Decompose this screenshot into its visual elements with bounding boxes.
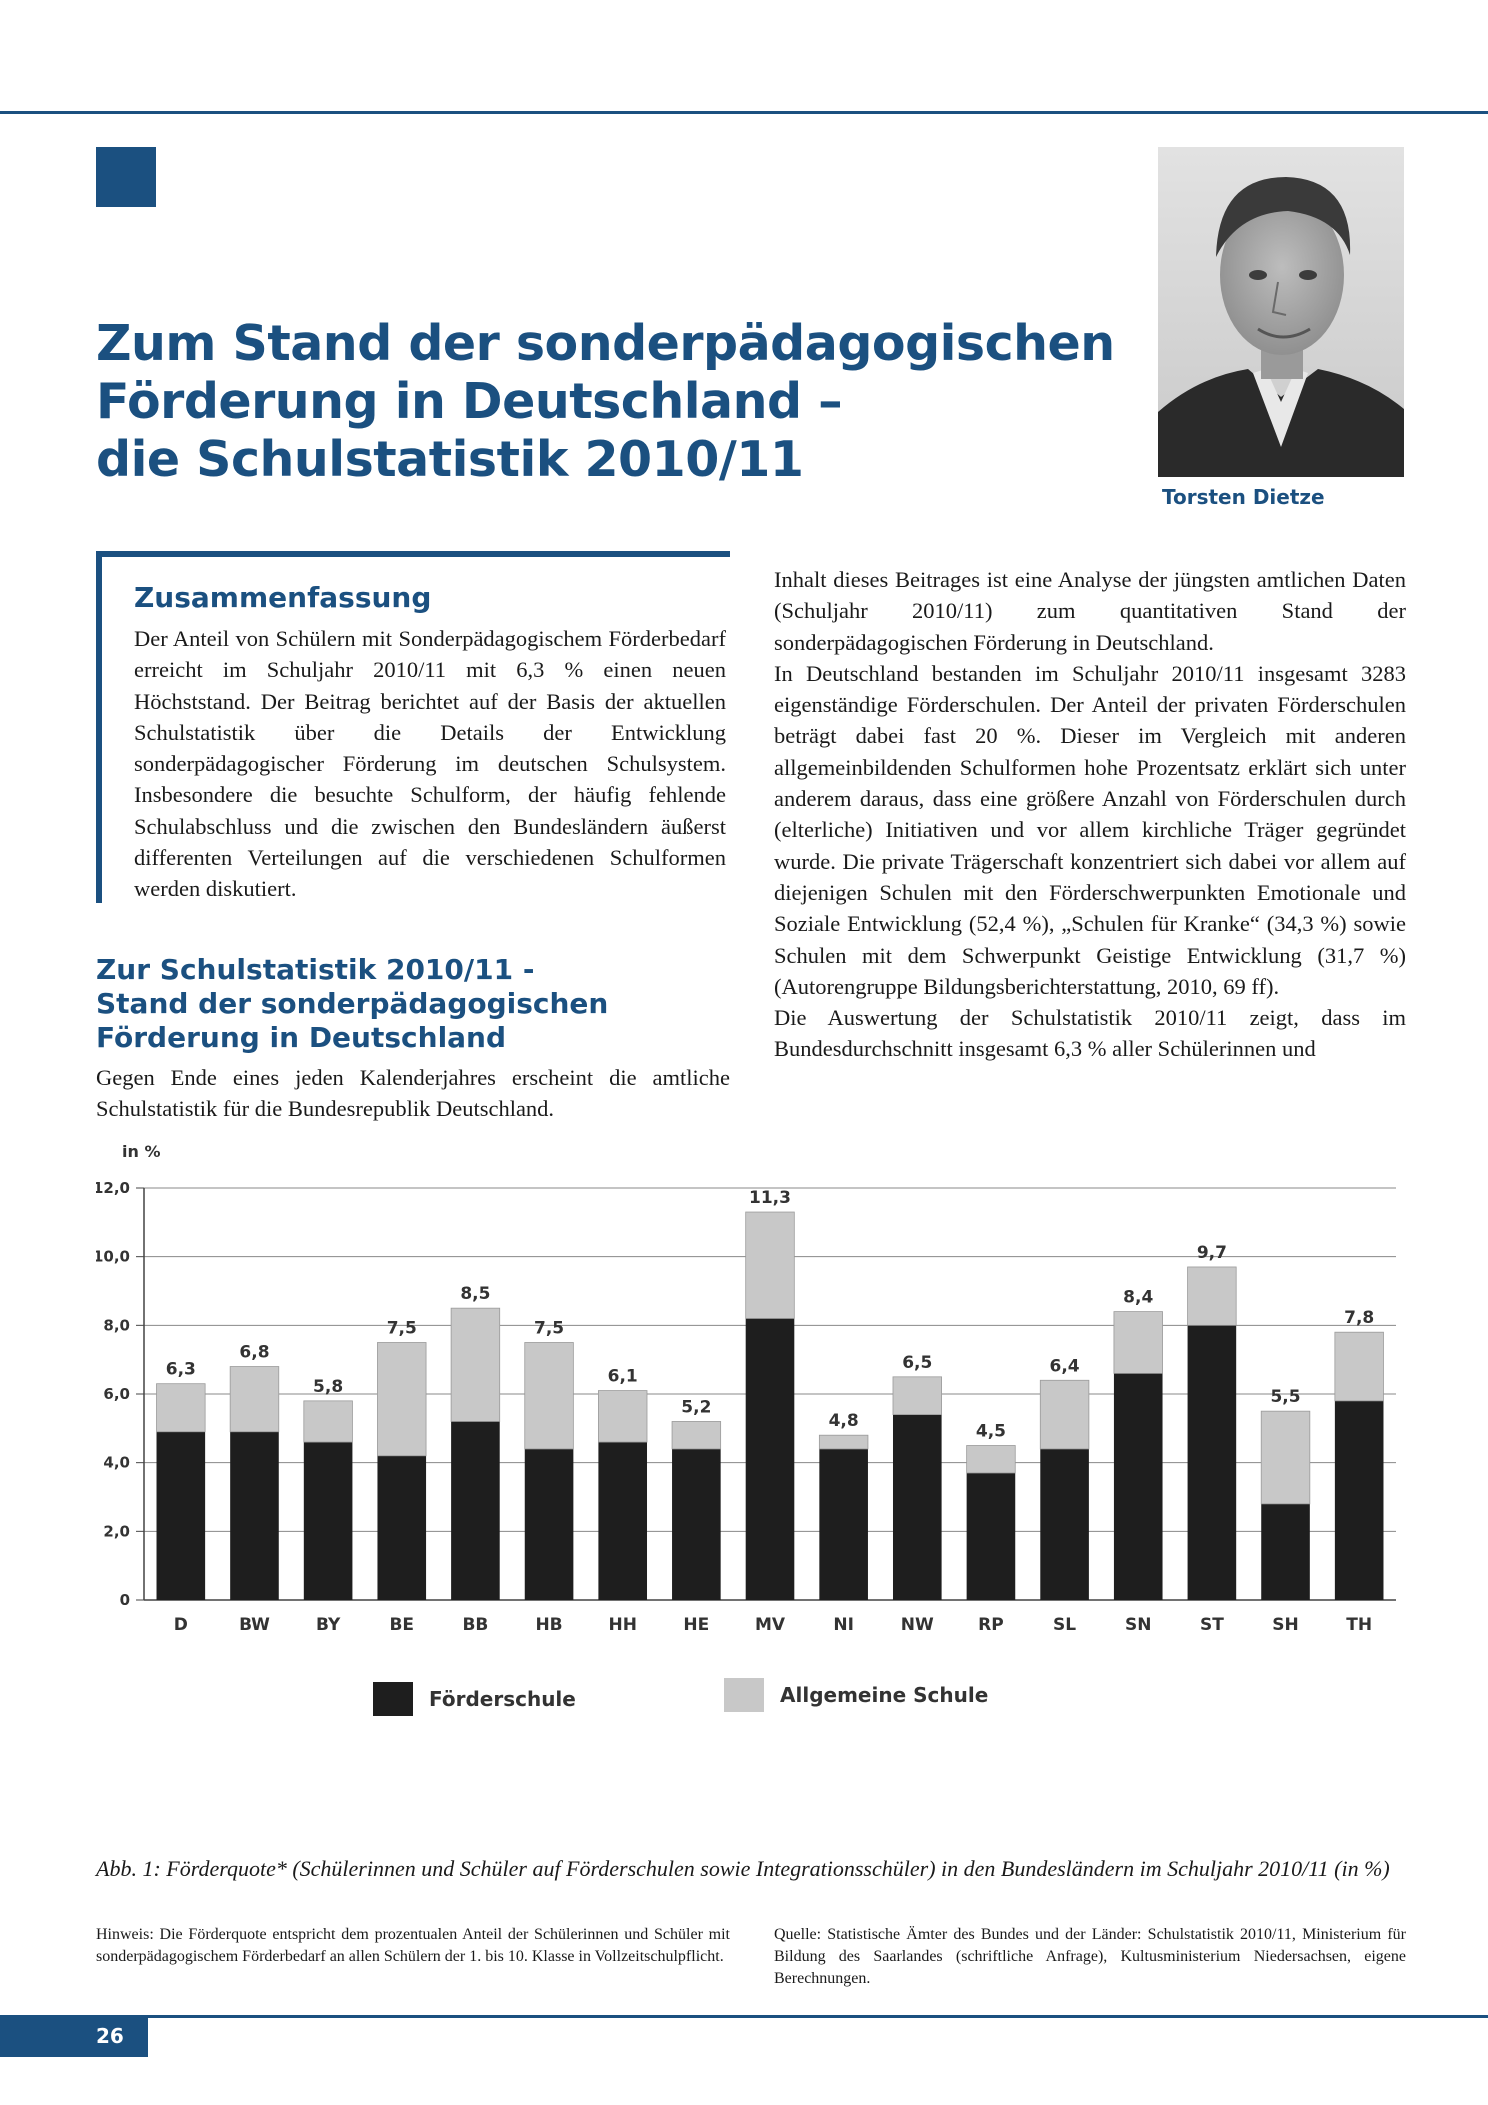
data-label: 6,8 — [239, 1342, 270, 1363]
data-label: 8,4 — [1123, 1287, 1154, 1308]
x-tick-label: HH — [608, 1615, 637, 1635]
data-label: 7,5 — [533, 1318, 565, 1339]
y-tick-label: 0 — [119, 1591, 130, 1609]
bottom-rule — [0, 2015, 1488, 2018]
bar-allgemeine-schule — [230, 1367, 279, 1432]
section-heading — [96, 953, 736, 1055]
legend-swatch — [724, 1678, 764, 1712]
bar-foerderschule — [157, 1432, 206, 1600]
title-line: Zum Stand der sonderpädagogischen — [96, 315, 1115, 372]
bar-foerderschule — [1261, 1504, 1310, 1600]
bar-foerderschule — [1114, 1373, 1163, 1600]
x-tick-label: RP — [978, 1615, 1004, 1635]
x-tick-label: BE — [389, 1615, 415, 1635]
data-label: 8,5 — [460, 1284, 491, 1305]
y-tick-label: 8,0 — [103, 1316, 130, 1335]
bar-foerderschule — [230, 1432, 279, 1600]
bar-allgemeine-schule — [893, 1377, 942, 1415]
x-tick-label: NW — [900, 1615, 934, 1635]
title-line: Förderung in Deutschland – — [96, 373, 843, 430]
bar-allgemeine-schule — [525, 1343, 574, 1449]
body-paragraph: In Deutschland bestanden im Schuljahr 2010/11 insgesamt 3283 eigenständige Förderschulen. Der Anteil der privaten Förderschulen beträgt dabei fast 20 %. Dieser im Vergleich mit anderen allgemeinbildenden Schulformen hohe Prozentsatz erklärt sich unter anderem daraus, dass eine größere Anzahl von Förderschulen durch (elterliche) Initiativen und vor allem kirchliche Träger gegründet wurde. Die private Trägerschaft konzentriert sich dabei vor allem auf diejenigen Schulen mit den Förderschwerpunkten Emotionale und Soziale Entwicklung (52,4 %), „Schulen für Kranke“ (34,3 %) sowie Schulen mit dem Schwerpunkt Geistige Entwicklung (31,7 %) (Autorengruppe Bildungsberichterstattung, 2010, 69 ff). — [774, 660, 1406, 999]
data-label: 9,7 — [1196, 1242, 1227, 1263]
legend-label: Allgemeine Schule — [780, 1683, 989, 1707]
bar-foerderschule — [672, 1449, 721, 1600]
data-label: 7,5 — [386, 1318, 417, 1339]
data-label: 5,2 — [681, 1397, 712, 1418]
data-label: 4,8 — [828, 1411, 859, 1432]
x-tick-label: NI — [833, 1615, 854, 1635]
right-column-body — [774, 564, 1406, 1065]
data-label: 6,5 — [902, 1352, 933, 1373]
y-tick-label: 6,0 — [103, 1385, 130, 1403]
bar-allgemeine-schule — [1188, 1267, 1237, 1325]
abstract-box — [96, 551, 730, 903]
x-tick-label: BB — [462, 1615, 489, 1635]
section-heading-line: Zur Schulstatistik 2010/11 - — [96, 953, 535, 986]
figure-source: Quelle: Statistische Ämter des Bundes und der Länder: Schulstatistik 2010/11, Ministerium für Bildung des Saarlandes (schriftliche Anfrage), Kultusministerium Niedersachsen, eigene Berechnungen. — [774, 1926, 1406, 1987]
x-tick-label: MV — [754, 1615, 786, 1635]
chart-canvas — [96, 1140, 1408, 1840]
bar-allgemeine-schule — [672, 1421, 721, 1448]
bar-foerderschule — [525, 1449, 574, 1600]
abstract-text: Der Anteil von Schülern mit Sonderpädagogischem Förderbedarf erreicht im Schuljahr 2010/11 mit 6,3 % einen neuen Höchststand. Der Beitrag berichtet auf der Basis der aktuellen Schulstatistik über die Details der Entwicklung sonderpädagogischer Förderung im deutschen Schulsystem. Insbesondere die besuchte Schulform, der häufig fehlende Schulabschluss und die zwischen den Bundesländern äußerst differenten Verteilungen auf die verschiedenen Schulformen werden diskutiert. — [134, 626, 726, 902]
y-tick-label: 4,0 — [103, 1453, 130, 1472]
bar-allgemeine-schule — [1114, 1312, 1163, 1374]
bar-allgemeine-schule — [1261, 1411, 1310, 1504]
bar-allgemeine-schule — [819, 1435, 868, 1449]
bar-foerderschule — [451, 1421, 500, 1600]
data-label: 6,3 — [165, 1359, 196, 1380]
bar-foerderschule — [1188, 1325, 1237, 1600]
data-label: 7,8 — [1344, 1308, 1375, 1329]
abstract-top-bar — [96, 551, 730, 557]
y-tick-label: 12,0 — [96, 1179, 130, 1197]
x-tick-label: SH — [1272, 1615, 1299, 1635]
bar-foerderschule — [893, 1415, 942, 1600]
foerderquote-chart — [96, 1140, 1408, 1840]
title-line: die Schulstatistik 2010/11 — [96, 431, 804, 488]
x-tick-label: HB — [535, 1615, 563, 1635]
bar-foerderschule — [598, 1442, 647, 1600]
legend-label: Förderschule — [429, 1687, 576, 1711]
bar-foerderschule — [1040, 1449, 1089, 1600]
article-title — [96, 315, 1115, 489]
left-column-body: Gegen Ende eines jeden Kalenderjahres erscheint die amtliche Schulstatistik für die Bundesrepublik Deutschland. — [96, 1065, 730, 1122]
x-tick-label: ST — [1199, 1615, 1224, 1635]
bar-foerderschule — [819, 1449, 868, 1600]
legend-swatch — [373, 1682, 413, 1716]
data-label: 6,4 — [1049, 1356, 1080, 1377]
body-paragraph: Die Auswertung der Schulstatistik 2010/11 zeigt, dass im Bundesdurchschnitt insgesamt 6,3 % aller Schülerinnen und — [774, 1005, 1406, 1062]
bar-allgemeine-schule — [304, 1401, 353, 1442]
page-number: 26 — [96, 2024, 124, 2048]
bar-allgemeine-schule — [967, 1446, 1016, 1473]
abstract-side-bar — [96, 551, 102, 903]
figure-note: Hinweis: Die Förderquote entspricht dem prozentualen Anteil der Schülerinnen und Schüler mit sonderpädagogischem Förderbedarf an allen Schülern der 1. bis 10. Klasse in Vollzeitschulpflicht. — [96, 1926, 730, 1965]
body-paragraph: Inhalt dieses Beitrages ist eine Analyse der jüngsten amtlichen Daten (Schuljahr 2010/11) zum quantitativen Stand der sonderpädagogischen Förderung in Deutschland. — [774, 567, 1406, 655]
page-number-box — [0, 2015, 148, 2057]
bar-allgemeine-schule — [746, 1212, 795, 1318]
data-label: 4,5 — [975, 1421, 1007, 1442]
figure-caption: Abb. 1: Förderquote* (Schülerinnen und Schüler auf Förderschulen sowie Integrationsschüler) in den Bundesländern im Schuljahr 2010/11 (in %) — [96, 1856, 1390, 1881]
bar-allgemeine-schule — [157, 1384, 206, 1432]
data-label: 5,8 — [313, 1376, 344, 1397]
x-tick-label: HE — [683, 1615, 710, 1635]
bar-foerderschule — [967, 1473, 1016, 1600]
data-label: 6,1 — [607, 1366, 638, 1387]
x-tick-label: TH — [1346, 1615, 1373, 1635]
y-tick-label: 2,0 — [103, 1522, 130, 1541]
x-tick-label: D — [173, 1615, 188, 1635]
section-marker-square — [96, 147, 156, 207]
data-label: 11,3 — [749, 1188, 791, 1209]
abstract-heading: Zusammenfassung — [134, 581, 432, 614]
author-name: Torsten Dietze — [1162, 485, 1325, 509]
bar-allgemeine-schule — [598, 1391, 647, 1443]
bar-allgemeine-schule — [451, 1308, 500, 1421]
bar-allgemeine-schule — [1040, 1380, 1089, 1449]
bar-allgemeine-schule — [377, 1343, 426, 1456]
bar-foerderschule — [377, 1456, 426, 1600]
y-tick-label: 10,0 — [96, 1247, 130, 1266]
top-rule — [0, 111, 1488, 114]
section-heading-line: Stand der sonderpädagogischen — [96, 987, 609, 1020]
author-photo — [1158, 147, 1404, 477]
bar-foerderschule — [1335, 1401, 1384, 1600]
section-heading-line: Förderung in Deutschland — [96, 1021, 507, 1054]
bar-foerderschule — [304, 1442, 353, 1600]
data-label: 5,5 — [1270, 1387, 1301, 1408]
x-tick-label: SN — [1124, 1615, 1152, 1635]
author-portrait-image — [1158, 147, 1404, 477]
bar-foerderschule — [746, 1318, 795, 1600]
bar-allgemeine-schule — [1335, 1332, 1384, 1401]
x-tick-label: BY — [315, 1615, 341, 1635]
x-tick-label: BW — [239, 1615, 270, 1635]
x-tick-label: SL — [1053, 1615, 1077, 1635]
y-axis-label: in % — [122, 1142, 161, 1161]
